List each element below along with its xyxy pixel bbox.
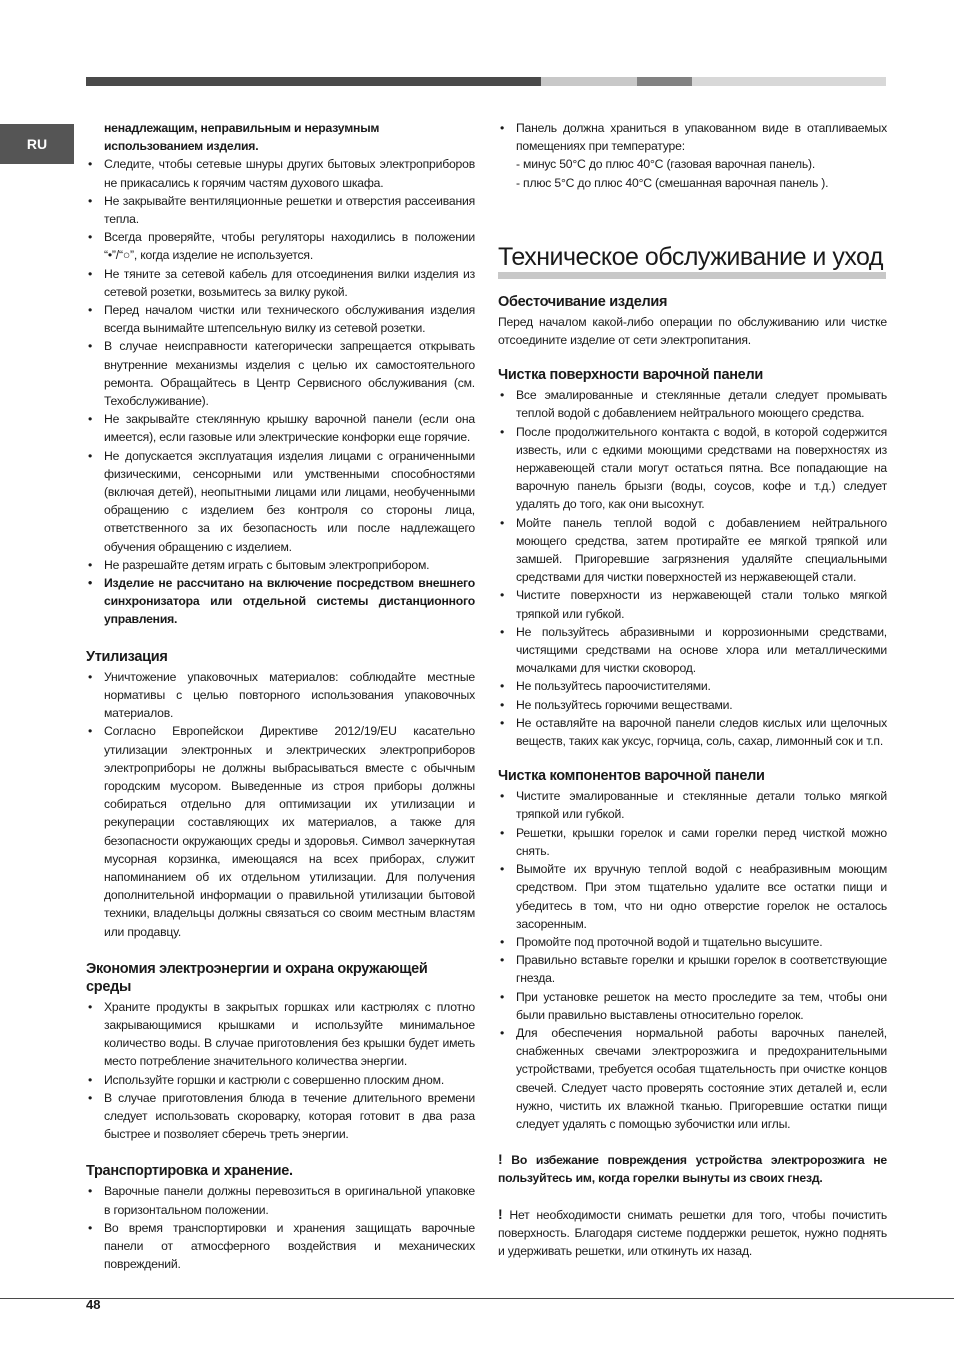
warning-note [498, 1150, 887, 1187]
right-column [498, 119, 887, 1260]
list-item: • Все эмалированные и стеклянные детали следует промывать теплой водой с добавлением нейтрального моющего средства. [498, 386, 887, 422]
transport-heading: Транспортировка и хранение. [86, 1163, 293, 1180]
page-number: 48 [86, 1297, 101, 1312]
info-note [498, 1205, 887, 1261]
storage-line: - плюс 5°С до плюс 40°С (смешанная варочная панель ). [516, 175, 829, 190]
power-off-heading: Обесточивание изделия [498, 293, 668, 310]
footer-divider [0, 1298, 954, 1299]
list-item: • Не закрывайте стеклянную крышку варочной панели (если она имеется), если газовые или электрические конфорки еще горячие. [86, 410, 475, 446]
storage-line: - минус 50°С до плюс 40°С (газовая варочная панель). [516, 157, 816, 172]
header-bar-segment [637, 77, 692, 86]
intro-continuation: ненадлежащим, неправильным и неразумным использованием изделия. [104, 121, 380, 154]
list-item: • Всегда проверяйте, чтобы регуляторы находились в положении “•”/“○”, когда изделие не используется. [86, 228, 475, 264]
energy-list [86, 998, 475, 1144]
list-item: • Не пользуйтесь абразивными и коррозионными средствами, чистящими средствами на основе хлора или металлическими мочалками для чистки сковород. [498, 623, 887, 678]
energy-heading: Экономия электроэнергии и охрана окружающей среды [86, 960, 428, 995]
list-item: • Решетки, крышки горелок и сами горелки перед чисткой можно снять. [498, 824, 887, 860]
list-item: • Чистите эмалированные и стеклянные детали только мягкой тряпкой или губкой. [498, 787, 887, 823]
storage-list [498, 119, 887, 192]
header-bar-segment [692, 77, 886, 86]
list-item: • Используйте горшки и кастрюли с совершенно плоским дном. [86, 1071, 475, 1089]
list-item: • Для обеспечения нормальной работы варочных панелей, снабженных свечами электророзжига и предохранительными устройствами, требуется особая тщательность при очистке концов свечей. Следует часто проверять состояние этих деталей и, если нужно, чистить их влажной тканью. Пригоревшие остатки пищи следует удалять с помощью зубочистки или иглы. [498, 1024, 887, 1133]
storage-text: Панель должна храниться в упакованном виде в отапливаемых помещениях при температуре: [516, 121, 887, 154]
header-bar-segment [86, 77, 541, 86]
list-item: • Изделие не рассчитано на включение посредством внешнего синхронизатора или отдельной системы дистанционного управления. [86, 574, 475, 629]
list-item: • Варочные панели должны перевозиться в оригинальной упаковке в горизонтальном положении. [86, 1182, 475, 1218]
list-item [498, 119, 887, 192]
list-item: • При установке решеток на место проследите за тем, чтобы они были правильно выставлены относительно горелок. [498, 988, 887, 1024]
warning-mark: ! [498, 1205, 503, 1222]
list-item: • Не допускается эксплуатация изделия лицами с ограниченными физическими, сенсорными или умственными способностями (включая детей), неопытными лицами или лицами, необученными обращению с изделием без контроля со стороны лица, ответственного за их безопасность или после надлежащего обучения обращению с изделием. [86, 447, 475, 556]
power-off-text: Перед началом какой-либо операции по обслуживанию или чистке отсоедините изделие от сети электропитания. [498, 314, 887, 348]
list-item: • Вымойте их вручную теплой водой с неабразивным моющим средством. При этом тщательно удалите все остатки пищи и убедитесь в том, что ни одно отверстие горелок не осталось засоренным. [498, 860, 887, 933]
disposal-heading: Утилизация [86, 648, 168, 665]
disposal-list [86, 668, 475, 941]
header-color-bar [86, 77, 886, 86]
language-tab: RU [0, 124, 74, 164]
warning-text: Во избежание повреждения устройства электророзжига не пользуйтесь им, когда горелки вынуты из своих гнезд. [498, 1153, 887, 1186]
safety-list [86, 155, 475, 628]
list-item: • Храните продукты в закрытых горшках или кастрюлях с плотно закрывающимися крышками и используйте минимальное количество воды. В случае приготовления без крышки будет иметь место потребление значительного количества энергии. [86, 998, 475, 1071]
left-column [86, 119, 475, 1273]
warning-mark: ! [498, 1151, 503, 1168]
list-item: • Не пользуйтесь горючими веществами. [498, 696, 887, 714]
page-title: Техническое обслуживание и уход [498, 242, 886, 279]
list-item: • В случае неисправности категорически запрещается открывать внутренние механизмы изделия с целью их самостоятельного ремонта. Обращайтесь в Центр Сервисного обслуживания (см. Техобслуживание). [86, 337, 475, 410]
surface-heading: Чистка поверхности варочной панели [498, 367, 763, 384]
list-item: • Уничтожение упаковочных материалов: соблюдайте местные нормативы с целью повторного использования упаковочных материалов. [86, 668, 475, 723]
list-item: • Чистите поверхности из нержавеющей стали только мягкой тряпкой или губкой. [498, 586, 887, 622]
list-item: • Согласно Европейскои Директиве 2012/19/EU касательно утилизации электронных и электрических электроприборов электроприборы не должны выбрасываться вместе с обычным городским мусором. Выведенные из строя приборы должны собираться отдельно для оптимизации их утилизации и рекуперации составляющих их материалов, а также для безопасности окружающих среды и здоровья. Символ зачеркнутая мусорная корзинка, имеющаяся на всех приборах, служит напоминанием об их отдельном утилизации. Для получения дополнительной информации о правильной утилизации бытовой техники, владельцы должны связаться со своим местным властям или продавцу. [86, 722, 475, 940]
list-item: • Не тяните за сетевой кабель для отсоединения вилки изделия из сетевой розетки, возьмитесь за вилку рукой. [86, 265, 475, 301]
info-text: Нет необходимости снимать решетки для того, чтобы почистить поверхность. Благодаря системе поддержки решеток, нужно поднять и удерживать решетки, или откинуть их назад. [498, 1207, 888, 1258]
list-item: • Правильно вставьте горелки и крышки горелок в соответствующие гнезда. [498, 951, 887, 987]
list-item: • Не разрешайте детям играть с бытовым электроприбором. [86, 556, 475, 574]
components-heading: Чистка компонентов варочной панели [498, 768, 765, 785]
components-list [498, 787, 887, 1133]
list-item: • В случае приготовления блюда в течение длительного времени следует использовать скороварку, которая готовит в два раза быстрее и позволяет сберечь треть энергии. [86, 1089, 475, 1144]
header-bar-segment [541, 77, 637, 86]
list-item: • После продолжительного контакта с водой, в которой содержится известь, или с едкими моющими средствами на поверхностях из нержавеющей стали могут остаться пятна. Все попадающие на варочную панель брызги (воды, соусов, кофе и т.д.) следует удалять до того, как они высохнут. [498, 423, 887, 514]
list-item: • Не оставляйте на варочной панели следов кислых или щелочных веществ, таких как уксус, горчица, соль, сахар, лимонный сок и т.п. [498, 714, 887, 750]
list-item: • Не закрывайте вентиляционные решетки и отверстия рассеивания тепла. [86, 192, 475, 228]
list-item: • Мойте панель теплой водой с добавлением нейтрального моющего средства, затем протирайте ее мягкой тряпкой или замшей. Пригоревшие загрязнения удаляйте специальными средствами для чистки поверхностей из нержавеющей стали. [498, 514, 887, 587]
list-item: • Не пользуйтесь пароочистителями. [498, 677, 887, 695]
list-item: • Промойте под проточной водой и тщательно высушите. [498, 933, 887, 951]
list-item: • Следите, чтобы сетевые шнуры других бытовых электроприборов не прикасались к горячим частям духового шкафа. [86, 155, 475, 191]
surface-list [498, 386, 887, 750]
transport-list [86, 1182, 475, 1273]
list-item: • Перед началом чистки или технического обслуживания изделия всегда вынимайте штепсельную вилку из сетевой розетки. [86, 301, 475, 337]
list-item: • Во время транспортировки и хранения защищать варочные панели от атмосферного воздействия и механических повреждений. [86, 1219, 475, 1274]
